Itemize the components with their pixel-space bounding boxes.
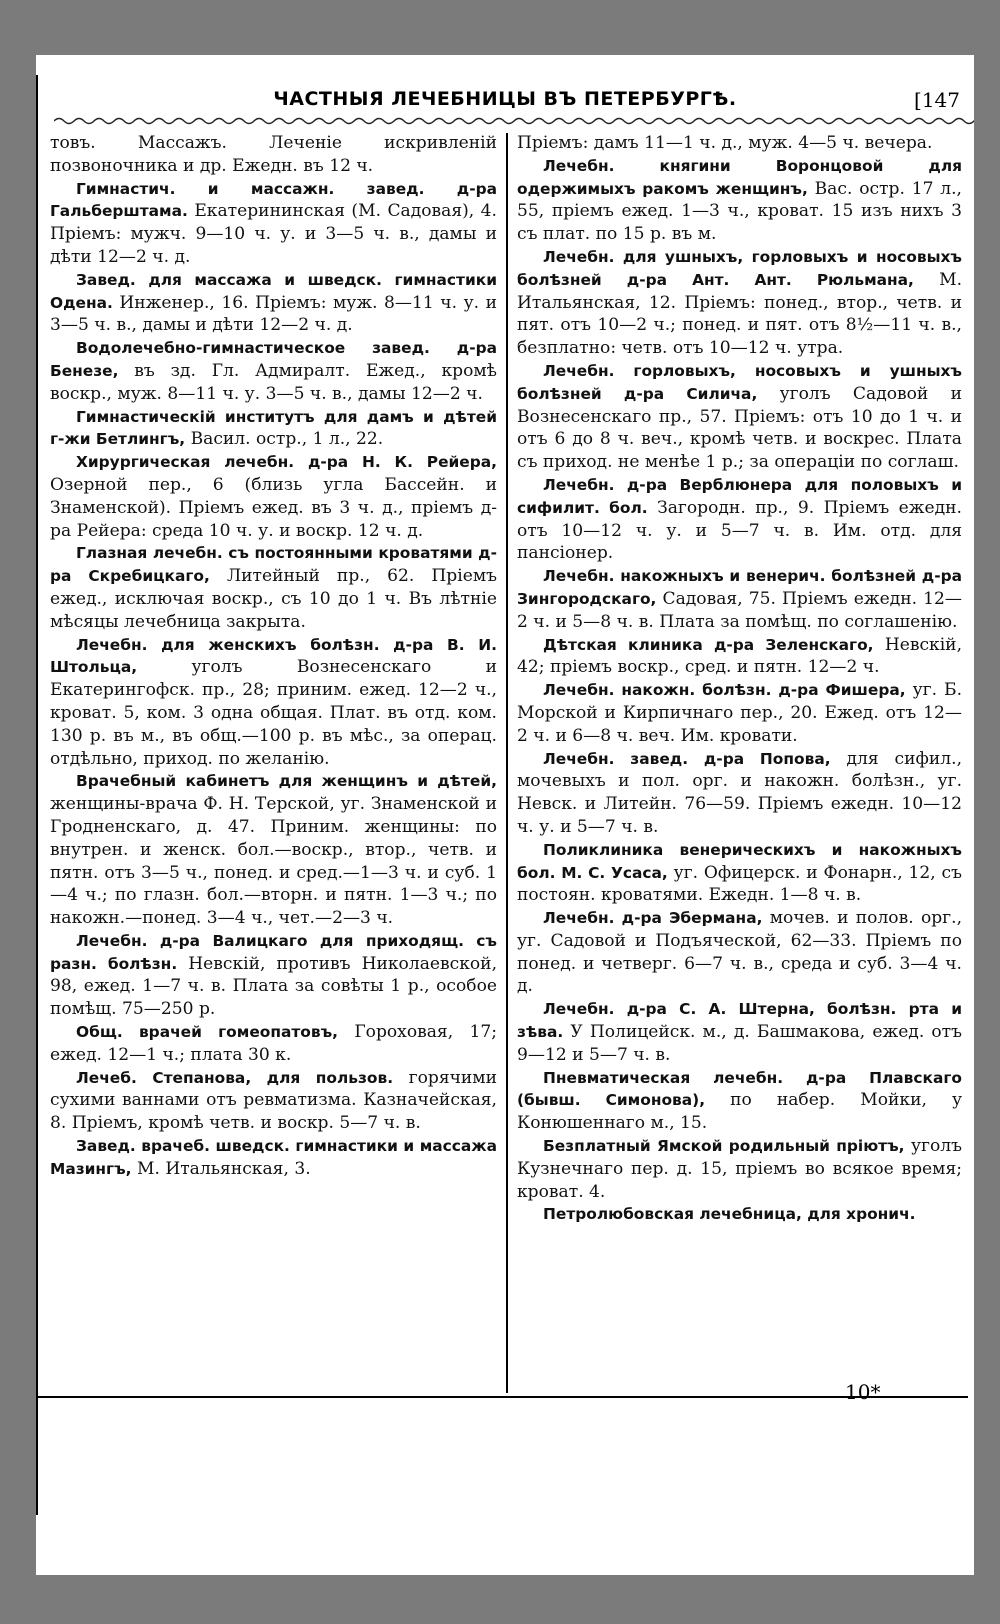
listing-entry [50,542,497,633]
listing-entry [50,1021,497,1067]
listing-details: по набер. Мойки, у Конюшеннаго м., 15. [517,1090,963,1134]
listing-heading: Лечебн. накожныхъ и венерич. болѣзней д-ра Зингородскаго, [517,567,962,608]
listing-heading: Лечебн. д-ра Эбермана, [543,909,763,928]
listing-entry [50,451,497,542]
listing-heading: Лечебн. накожн. болѣзн. д-ра Фишера, [543,681,906,700]
listing-details: для сифил., мочевыхъ и пол. орг. и накожн. болѣзн., уг. Невск. и Литейн. 76—59. Пріемъ ежедн. 10—12 ч. у. и 5—7 ч. в. [517,748,962,837]
listing-entry [50,634,497,771]
listing-heading: Безплатный Ямской родильный пріютъ, [543,1137,905,1156]
listing-heading: Водолечебно-гимнастическое завед. д-ра Бенезе, [50,339,497,380]
listing-entry [50,1067,497,1135]
page-title: ЧАСТНЫЯ ЛЕЧЕБНИЦЫ ВЪ ПЕТЕРБУРГѢ. [273,88,737,110]
listing-details: Озерной пер., 6 (близь угла Бассейн. и Знаменской). Пріемъ ежед. въ 3 ч. д., пріемъ д-ра Рейера: среда 10 ч. у. и воскр. 12 ч. д. [50,474,497,541]
listing-heading: Гимнастич. и массажн. завед. д-ра Гальберштама. [50,179,497,221]
listing-heading: Завед. для массажа и шведск. гимнастики Одена. [50,270,497,312]
listing-details: Екатерининская (М. Садовая), 4. Пріемъ: мужч. 9—10 ч. у. и 3—5 ч. в., дамы и дѣти 12—2 ч. д. [50,201,497,267]
left-column [50,132,497,1181]
listing-details: У Полицейск. м., д. Башмакова, ежед. отъ 9—12 и 5—7 ч. в. [517,1022,962,1065]
listing-entry [50,770,497,930]
listing-details: уг. Б. Морской и Кирпичнаго пер., 20. Ежед. отъ 12—2 ч. и 6—8 ч. веч. Им. кровати. [517,680,963,746]
page [36,55,974,1575]
listing-entry [517,474,962,565]
listing-entry [50,1135,497,1181]
listing-heading: Гимнастическій институтъ для дамъ и дѣтей г-жи Бетлингъ, [50,407,497,449]
listing-heading: Лечебн. д-ра Валицкаго для приходящ. съ разн. болѣзн. [50,931,497,973]
listing-heading: Поликлиника венерическихъ и накожныхъ бол. М. С. Усаса, [517,840,962,882]
listing-heading: Лечебн. д-ра С. А. Штерна, болѣзн. рта и зѣва. [517,1000,962,1042]
listing-entry [517,634,962,680]
listing-heading: Врачебный кабинетъ для женщинъ и дѣтей, [76,772,497,791]
listing-details: Гороховая, 17; ежед. 12—1 ч.; плата 30 к. [50,1022,497,1065]
listing-heading: Лечебн. завед. д-ра Попова, [543,749,831,768]
listing-heading: Глазная лечебн. съ постоянными кроватями д-ра Скребицкаго, [50,544,497,586]
listing-details: Невскій, 42; пріемъ воскр., сред. и пятн. 12—2 ч. [517,634,963,678]
right-column [517,132,962,1226]
listing-entry [50,930,497,1021]
listing-details: уголъ Вознесенскаго и Екатерингофск. пр., 28; приним. ежед. 12—2 ч., кроват. 5, ком. 3 одна общая. Плат. въ отд. ком. 130 р. въ м., въ общ.—100 р. въ мѣс., за операц. отдѣльно, приход. по желанію. [50,657,498,769]
left-border-rule [36,75,38,1515]
listing-entry [517,155,962,246]
listing-details: Литейный пр., 62. Пріемъ ежед., исключая воскр., съ 10 до 1 ч. Въ лѣтніе мѣсяцы лечебница закрыта. [50,566,498,632]
listing-entry [517,1135,962,1203]
listing-details: Невскій, противъ Николаевской, 98, ежед. 1—7 ч. в. Плата за совѣты 1 р., особое помѣщ. 75—250 р. [50,953,498,1020]
listing-details: женщины-врача Ф. Н. Терской, уг. Знаменской и Гродненскаго, д. 47. Приним. женщины: по внутрен. и женск. бол.—воскр., втор., четв. и пятн. отъ 3—5 ч., понед. и сред.—1—3 ч. и суб. 1—4 ч.; по глазн. бол.—вторн. и пятн. 1—3 ч.; по накожн.—понед. 3—4 ч., чет.—2—3 ч. [50,794,497,929]
listing-details: въ зд. Гл. Адмиралт. Ежед., кромѣ воскр., муж. 8—11 ч. у. 3—5 ч. в., дамы 12—2 ч. [50,360,497,404]
listing-heading: Лечебн. княгини Воронцовой для одержимыхъ ракомъ женщинъ, [517,156,962,198]
listing-details: Пріемъ: дамъ 11—1 ч. д., муж. 4—5 ч. вечера. [517,133,933,153]
bottom-rule [38,1396,968,1398]
listing-details: горячими сухими ваннами отъ ревматизма. Казначейская, 8. Пріемъ, кромѣ четв. и воскр. 5—7 ч. в. [50,1067,497,1134]
listing-heading: Петролюбовская лечебница, для хронич. [543,1205,916,1224]
listing-details: Инженер., 16. Пріемъ: муж. 8—11 ч. у. и 3—5 ч. в., дамы и дѣти 12—2 ч. д. [50,292,497,336]
listing-heading: Лечебн. д-ра Верблюнера для половыхъ и сифилит. бол. [517,475,962,517]
signature-mark: 10* [845,1380,881,1404]
listing-entry [50,406,497,452]
listing-details: М. Итальянская, 12. Пріемъ: понед., втор., четв. и пят. отъ 10—2 ч.; понед. и пят. отъ 8½—11 ч. в., безплатно: четв. отъ 10—12 ч. утра. [517,269,963,359]
listing-details: Садовая, 75. Пріемъ ежедн. 12—2 ч. и 5—8 ч. в. Плата за помѣщ. по соглашенію. [517,588,962,632]
listing-details: Загородн. пр., 9. Пріемъ ежедн. отъ 10—12 ч. у. и 5—7 ч. в. Им. отд. для пансіонер. [517,497,962,564]
listing-entry [517,360,962,474]
listing-heading: Лечебн. горловыхъ, носовыхъ и ушныхъ болѣзней д-ра Силича, [517,361,962,403]
listing-details: М. Итальянская, 3. [136,1158,311,1179]
listing-entry [517,998,962,1066]
listing-details: уголъ Кузнечнаго пер. д. 15, пріемъ во всякое время; кроват. 4. [517,1136,962,1202]
listing-entry [517,132,962,155]
listing-details: мочев. и полов. орг., уг. Садовой и Подъяческой, 62—33. Пріемъ по понед. и четверг. 6—7 ч. в., среда и суб. 3—4 ч. д. [517,908,963,997]
listing-details: товъ. Массажъ. Леченіе искривленій позвоночника и др. Ежедн. въ 12 ч. [50,133,497,176]
listing-heading: Лечебн. для женскихъ болѣзн. д-ра В. И. Штольца, [50,635,497,677]
listing-entry [517,839,962,907]
listing-heading: Дѣтская клиника д-ра Зеленскаго, [543,635,874,654]
column-divider [506,133,508,1393]
listing-details: уг. Офицерск. и Фонарн., 12, съ постоян. кроватями. Ежедн. 1—8 ч. в. [517,862,963,906]
listing-details: уголъ Садовой и Вознесенскаго пр., 57. Пріемъ: отъ 10 до 1 ч. и отъ 6 до 8 ч. веч., кромѣ четв. и воскрес. Плата съ приход. не менѣе 1 р.; за операціи по соглаш. [517,383,962,473]
header-ornament-rule [54,115,974,127]
listing-details: Вас. остр. 17 л., 55, пріемъ ежед. 1—3 ч., кроват. 15 изъ нихъ 3 съ плат. по 15 р. въ м. [517,178,962,245]
listing-entry [517,907,962,998]
listing-entry [517,246,962,360]
listing-entry [50,178,497,269]
listing-entry [517,748,962,839]
page-number: [147 [914,88,960,112]
listing-heading: Лечебн. для ушныхъ, горловыхъ и носовыхъ болѣзней д-ра Ант. Ант. Рюльмана, [517,247,962,289]
listing-heading: Завед. врачеб. шведск. гимнастики и массажа Мазингъ, [50,1137,497,1178]
listing-entry [50,337,497,405]
listing-entry [50,269,497,337]
listing-heading: Пневматическая лечебн. д-ра Плавскаго (бывш. Симонова), [517,1068,962,1110]
listing-heading: Хирургическая лечебн. д-ра Н. К. Рейера, [76,453,497,472]
listing-entry [50,132,497,178]
listing-heading: Общ. врачей гомеопатовъ, [76,1023,338,1042]
listing-entry [517,1203,962,1226]
listing-heading: Лечеб. Степанова, для пользов. [76,1068,394,1087]
listing-entry [517,565,962,633]
listing-details: Васил. остр., 1 л., 22. [190,429,384,450]
listing-entry [517,1067,962,1135]
listing-entry [517,679,962,747]
